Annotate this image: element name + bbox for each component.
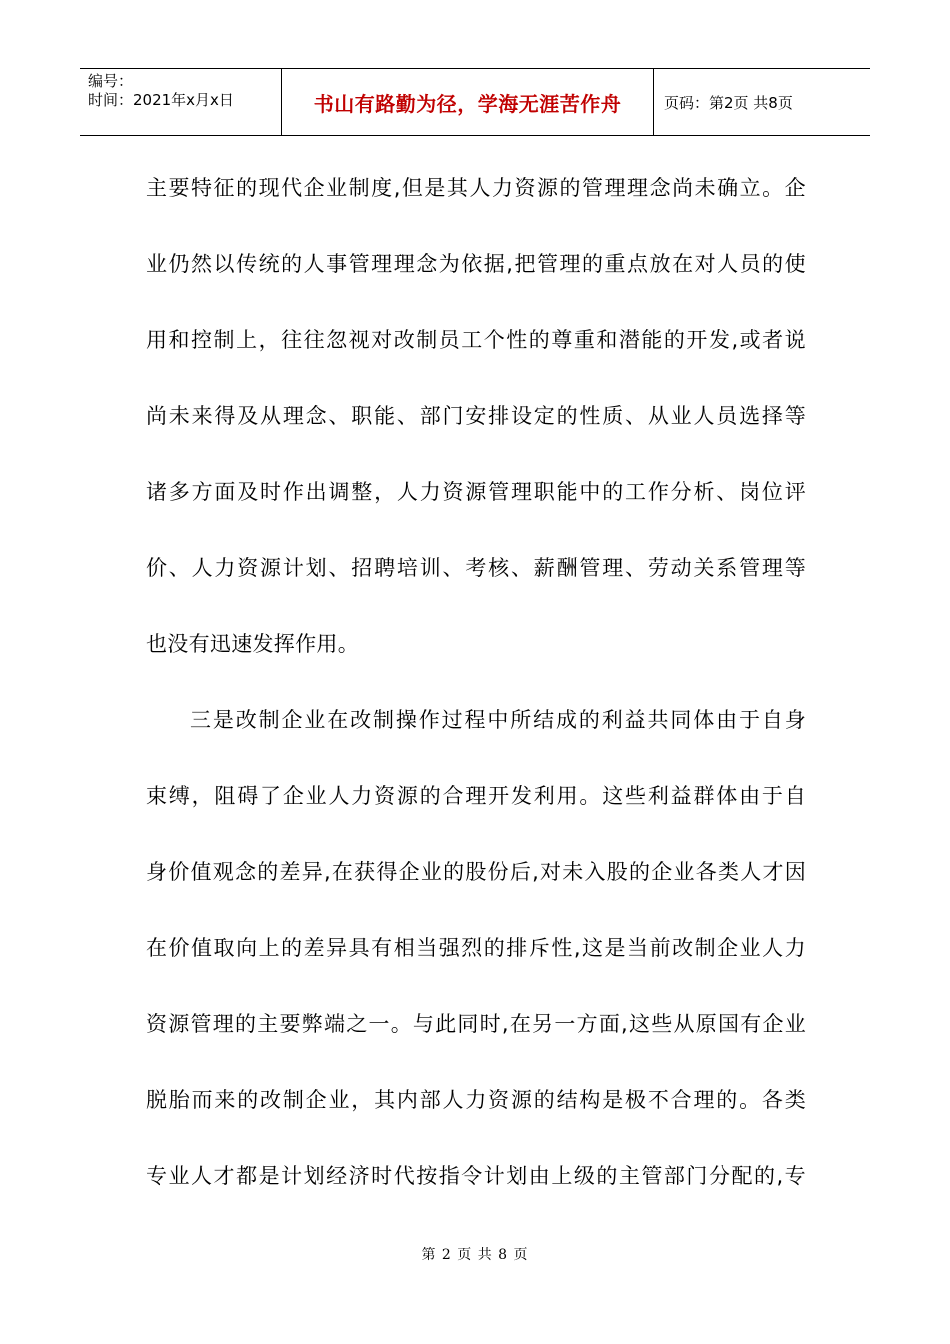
text-line: 也没有迅速发挥作用。 [146, 632, 359, 656]
text-line: 束缚，阻碍了企业人力资源的合理开发利用。这些利益群体由于自 [146, 784, 806, 808]
text-line: 在价值取向上的差异具有相当强烈的排斥性,这是当前改制企业人力 [146, 936, 806, 960]
text-line: 三是改制企业在改制操作过程中所结成的利益共同体由于自身 [190, 708, 806, 732]
text-line: 价、人力资源计划、招聘培训、考核、薪酬管理、劳动关系管理等 [146, 556, 806, 580]
text-line: 专业人才都是计划经济时代按指令计划由上级的主管部门分配的,专 [146, 1164, 806, 1188]
document-number-label: 编号： [88, 72, 134, 90]
text-line: 资源管理的主要弊端之一。与此同时,在另一方面,这些从原国有企业 [146, 1012, 806, 1036]
text-line: 尚未来得及从理念、职能、部门安排设定的性质、从业人员选择等 [146, 404, 806, 428]
header-motto: 书山有路勤为径，学海无涯苦作舟 [282, 69, 654, 135]
document-body [146, 150, 806, 1214]
text-line: 业仍然以传统的人事管理理念为依据,把管理的重点放在对人员的使 [146, 252, 806, 276]
document-date-label: 时间：2021年x月x日 [88, 91, 234, 109]
text-line: 身价值观念的差异,在获得企业的股份后,对未入股的企业各类人才因 [146, 860, 806, 884]
header-page-info: 页码：第2页 共8页 [664, 93, 793, 112]
text-line: 主要特征的现代企业制度,但是其人力资源的管理理念尚未确立。企 [146, 176, 806, 200]
header-meta [80, 69, 282, 135]
page-footer: 第 2 页 共 8 页 [421, 1247, 529, 1263]
text-line: 用和控制上，往往忽视对改制员工个性的尊重和潜能的开发,或者说 [146, 328, 806, 352]
page-header [80, 68, 870, 136]
text-line: 诸多方面及时作出调整，人力资源管理职能中的工作分析、岗位评 [146, 480, 806, 504]
text-line: 脱胎而来的改制企业，其内部人力资源的结构是极不合理的。各类 [146, 1088, 806, 1112]
